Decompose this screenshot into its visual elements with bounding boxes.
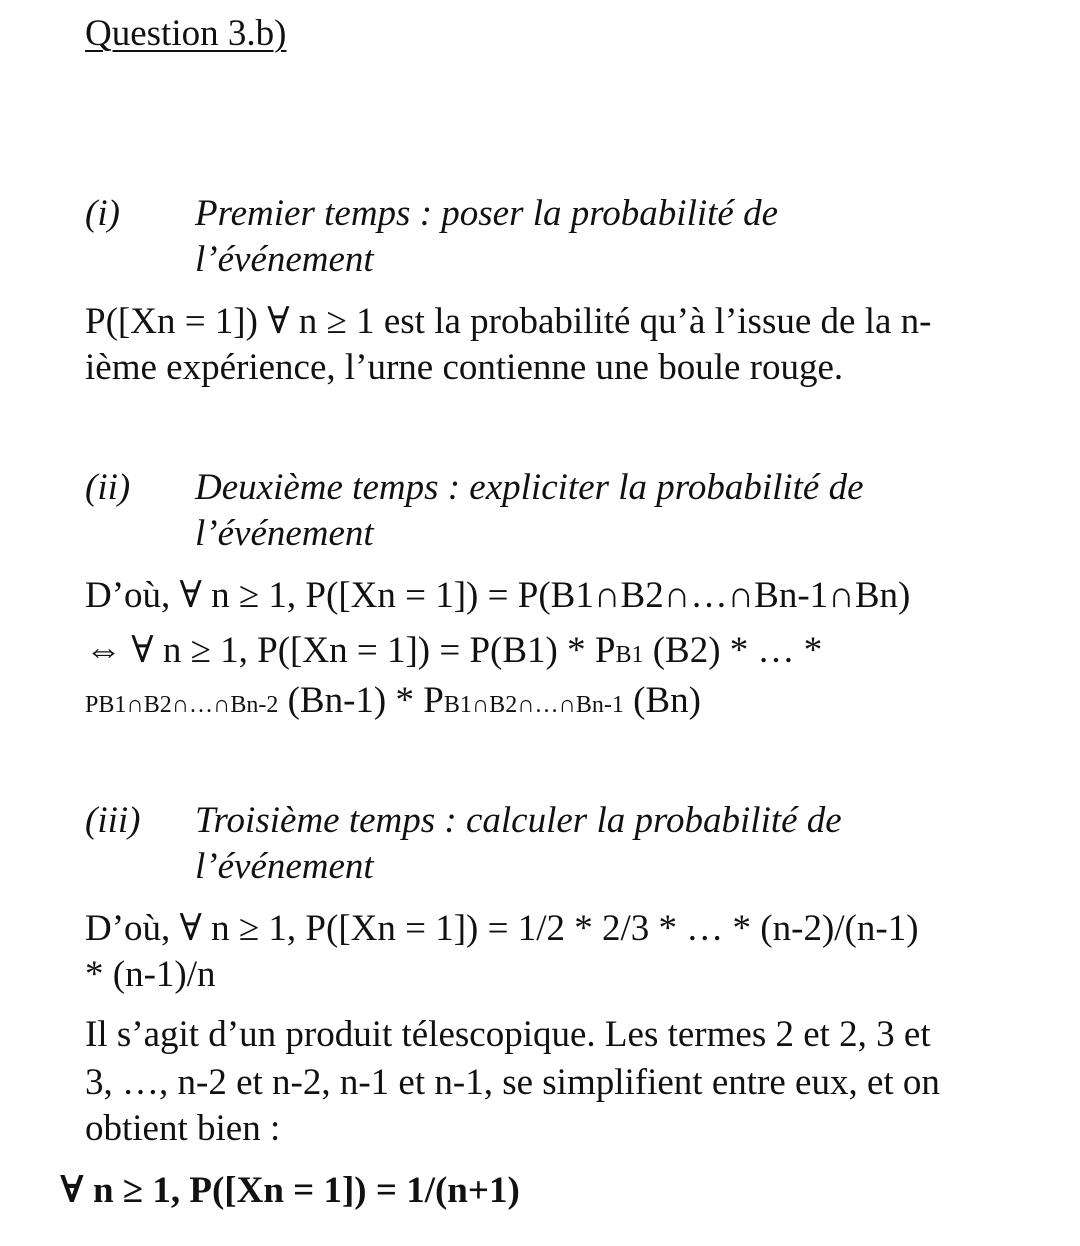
section-1-text-line-1: P([Xn = 1]) ∀ n ≥ 1 est la probabilité qu’à l’issue de la n- [85,301,932,342]
section-3-text-line-4: 3, …, n-2 et n-2, n-1 et n-1, se simplifient entre eux, et on [85,1062,940,1103]
section-3-text-line-2: * (n-1)/n [85,954,216,995]
formula-2-subscript: B1 [615,642,644,668]
formula-3-subscript-1: PB1∩B2∩…∩Bn-2 [85,692,279,718]
formula-3-part-b: (Bn) [623,680,701,721]
section-2-formula-line-3 [85,682,701,719]
section-2-text-line-1: D’où, ∀ n ≥ 1, P([Xn = 1]) = P(B1∩B2∩…∩Bn-1∩Bn) [85,575,911,616]
section-3-text-line-1: D’où, ∀ n ≥ 1, P([Xn = 1]) = 1/2 * 2/3 * … * (n-2)/(n-1) [85,908,919,949]
section-3-text-line-5: obtient bien : [85,1108,281,1149]
formula-3-part-a: (Bn-1) * P [278,680,444,721]
section-2-formula-line-2 [85,632,822,669]
section-1-heading-line-2: l’événement [195,239,374,280]
section-2-heading-line-1: Deuxième temps : expliciter la probabilité de [195,467,864,508]
section-1-heading-line-1: Premier temps : poser la probabilité de [195,193,779,234]
section-1-marker: (i) [85,193,120,234]
formula-2-part-a: ⇔ ∀ n ≥ 1, P([Xn = 1]) = P(B1) * P [85,630,616,671]
section-3-heading-line-1: Troisième temps : calculer la probabilité de [195,800,842,841]
section-2-marker: (ii) [85,467,131,508]
question-title: Question 3.b) [85,13,287,54]
formula-2-part-b: (B2) * … * [643,630,823,671]
formula-3-subscript-2: B1∩B2∩…∩Bn-1 [443,692,624,718]
section-2-heading-line-2: l’événement [195,513,374,554]
section-3-heading-line-2: l’événement [195,846,374,887]
section-1-text-line-2: ième expérience, l’urne contienne une boule rouge. [85,347,844,388]
final-result: ∀ n ≥ 1, P([Xn = 1]) = 1/(n+1) [60,1170,520,1211]
section-3-text-line-3: Il s’agit d’un produit télescopique. Les termes 2 et 2, 3 et [85,1014,931,1055]
section-3-marker: (iii) [85,800,141,841]
